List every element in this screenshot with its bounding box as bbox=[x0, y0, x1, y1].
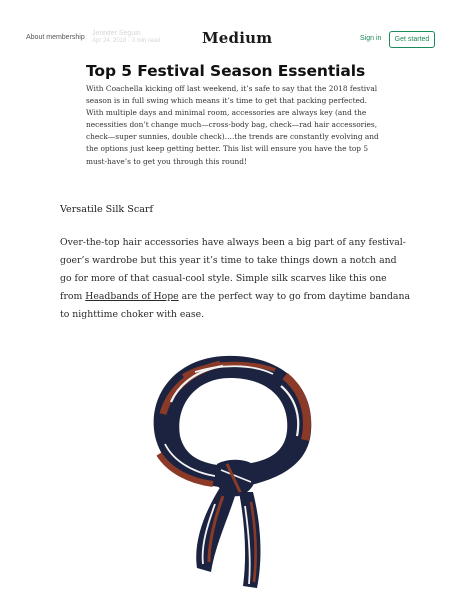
article-title: Top 5 Festival Season Essentials bbox=[86, 62, 366, 80]
get-started-button[interactable]: Get started bbox=[389, 31, 435, 48]
section-heading: Versatile Silk Scarf bbox=[60, 204, 154, 215]
top-navigation-bar bbox=[0, 0, 467, 60]
silk-scarf-image bbox=[135, 336, 335, 591]
faded-author-info bbox=[92, 30, 160, 44]
body-text-before-link: Over-the-top hair accessories have always been a big part of any festival-goer’s wardrobe but this year it’s time to take things down a notch and go for more of that casual-cool style. Simple silk scarves like this one from bbox=[60, 237, 406, 302]
faded-author-meta: Apr 24, 2018 · 3 min read bbox=[92, 38, 161, 44]
faded-author-name: Jennifer Seguin bbox=[92, 30, 141, 37]
about-membership-link[interactable]: About membership bbox=[26, 34, 85, 41]
medium-logo[interactable]: Medium bbox=[202, 29, 273, 47]
sign-in-link[interactable]: Sign in bbox=[360, 35, 382, 42]
body-text-after-link: are the perfect way to go from daytime bandana to nighttime choker with ease. bbox=[60, 291, 410, 320]
headbands-of-hope-link[interactable]: Headbands of Hope bbox=[85, 291, 179, 302]
article-intro: With Coachella kicking off last weekend, it’s safe to say that the 2018 festival season is in full swing which means it’s time to get that packing perfected. With multiple days and minimal room, accessories are always key (and the necessities don’t change much—cross-body bag, check—rad hair accessories, check—super sunnies, double check)….the trends are constantly evolving and the options just keep getting better. This list will ensure you have the top 5 must-have’s to get you through this round! bbox=[86, 84, 379, 166]
body-paragraph bbox=[60, 234, 410, 324]
